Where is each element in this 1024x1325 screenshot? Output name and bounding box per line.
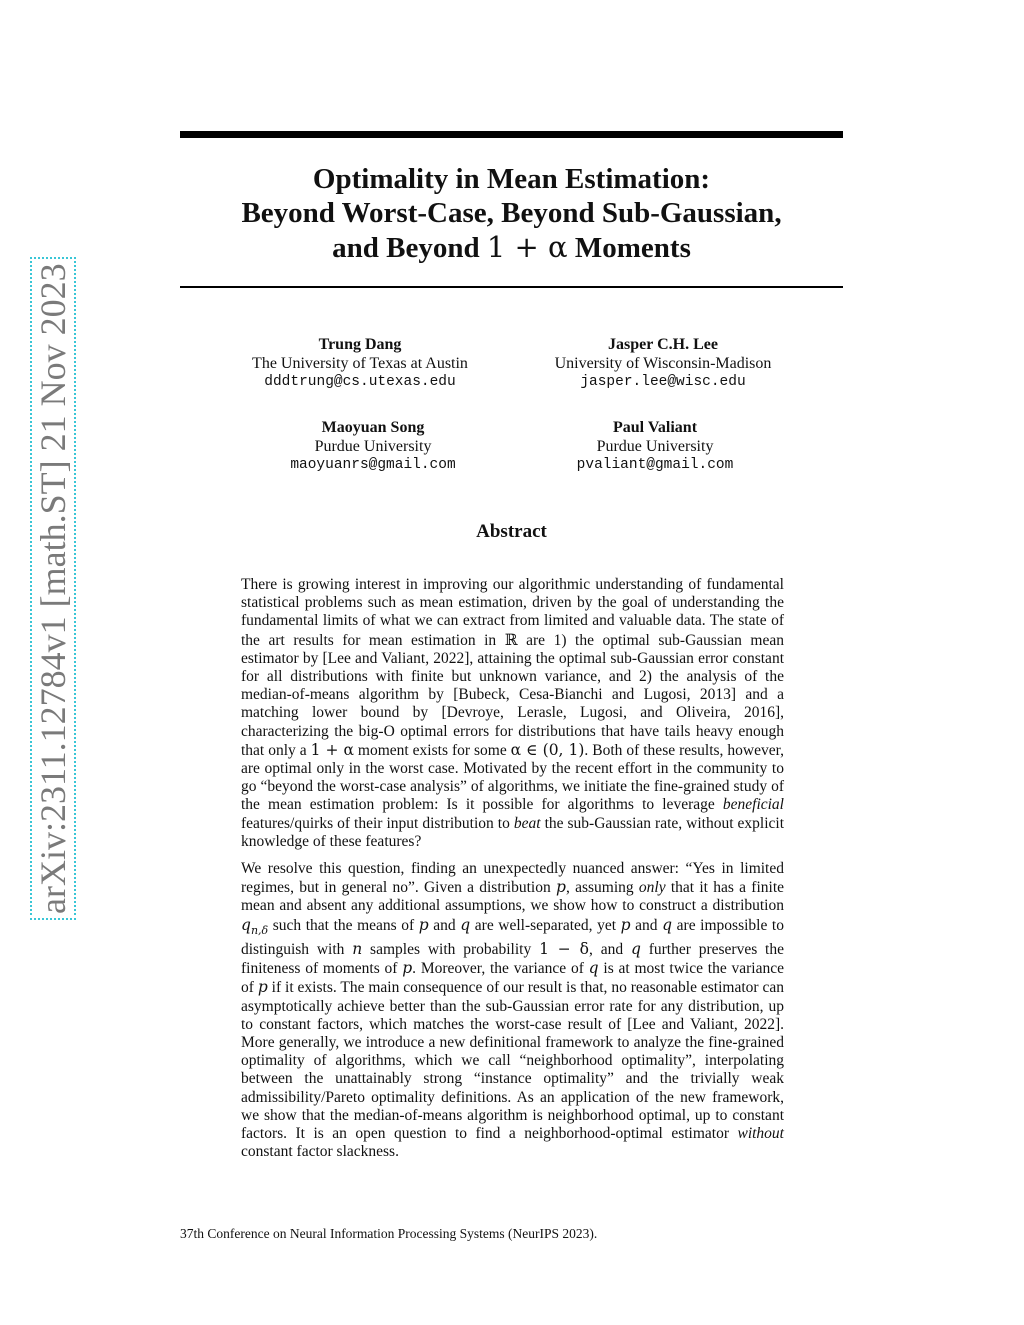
math-variable: p [620, 915, 631, 934]
abstract-paragraph-2 [241, 860, 784, 1161]
math-expression: α ∈ (0, 1) [510, 740, 585, 759]
math-variable: q [662, 915, 673, 934]
title-line-1: Optimality in Mean Estimation: [312, 163, 711, 195]
author-email: jasper.lee@wisc.edu [580, 374, 746, 390]
title-line-2: Beyond Worst-Case, Beyond Sub-Gaussian, [241, 197, 782, 229]
text-run: are 1) the optimal sub-Gaussian mean estimator by [Lee and Valiant, 2022], attaining the optimal sub-Gaussian error constant for all distributions with finite but unknown variance, and 2) the analysis of the median-of-means algorithm by [Bubeck, Cesa-Bianchi and Lugosi, 2013] and a matching lower bound by [Devroye, Lerasle, Lugosi, and Oliveira, 2016], characterizing the big-O optimal errors for distributions that have tails heavy enough that only a [241, 631, 784, 759]
text-run: if it exists. The main consequence of our result is that, no reasonable estimator can asymptotically achieve better than the sub-Gaussian error rate for any distribution, up to constant factors, which matches the worst-case result of [Lee and Valiant, 2022]. More generally, we introduce a new definitional framework to analyze the fine-grained optimality of algorithms, which we call “neighborhood optimality”, interpolating between the unattainably strong “instance optimality” and the trivially weak admissibility/Pareto optimality definitions. As an application of the new framework, we show that the median-of-means algorithm is neighborhood optimal, up to constant factors. It is an open question to find a neighborhood-optimal estimator [241, 979, 784, 1142]
arxiv-stamp: arXiv:2311.12784v1 [math.ST] 21 Nov 2023 [30, 257, 76, 920]
author-email: pvaliant@gmail.com [576, 457, 734, 473]
author-block [223, 418, 523, 475]
author-email: dddtrung@cs.utexas.edu [264, 374, 456, 390]
emphasis: without [737, 1124, 784, 1142]
author-name: Jasper C.H. Lee [608, 336, 718, 353]
math-variable: q [241, 915, 251, 934]
paper-title [180, 162, 843, 265]
text-run: moment exists for some [353, 741, 511, 759]
math-variable: q [630, 939, 641, 958]
math-reals: ℝ [504, 630, 518, 649]
text-run: further preserves the finiteness of moments of [241, 940, 784, 978]
title-line-3 [180, 230, 843, 265]
text-run: that it has a finite mean and absent any additional assumptions, we show how to construct a distribution [241, 879, 785, 915]
emphasis: beneficial [722, 796, 784, 814]
title-line-3-pre: and Beyond [332, 232, 487, 264]
math-expression: 1 + α [310, 740, 354, 759]
author-name: Maoyuan Song [321, 419, 425, 436]
text-run: such that the means of [268, 916, 419, 934]
conference-footer: 37th Conference on Neural Information Processing Systems (NeurIPS 2023). [180, 1226, 598, 1241]
text-run: samples with probability [362, 940, 540, 958]
emphasis: beat [513, 814, 541, 832]
abstract-heading: Abstract [476, 521, 547, 542]
author-block [513, 335, 813, 392]
emphasis: only [638, 879, 666, 897]
text-run: There is growing interest in improving our algorithmic understanding of fundamental statistical problems such as mean estimation, driven by the goal of understanding the fundamental limits of what we can extract from limited and valuable data. The state of the art results for mean estimation in [241, 576, 784, 649]
math-variable: q [460, 915, 471, 934]
author-block [210, 335, 510, 392]
author-affiliation: The University of Texas at Austin [252, 355, 468, 372]
text-run: are well-separated, yet [470, 916, 621, 934]
text-run: the sub-Gaussian rate, without explicit knowledge of these features? [241, 814, 785, 850]
title-math: 1 + α [486, 230, 568, 264]
math-variable: p [257, 978, 268, 997]
math-expression: 1 − δ [539, 939, 590, 958]
author-block [505, 418, 805, 475]
text-run: . Moreover, the variance of [412, 960, 589, 978]
math-variable: p [402, 959, 413, 978]
author-name: Paul Valiant [612, 419, 698, 436]
text-run: and [630, 916, 663, 934]
text-run: We resolve this question, finding an unexpectedly nuanced answer: “Yes in limited regimes, but in general no”. Given a distribution [241, 860, 784, 897]
text-run: and [428, 916, 461, 934]
abstract-paragraph-1 [241, 576, 784, 851]
text-run: constant factor slackness. [241, 1143, 399, 1161]
text-run: are impossible to distinguish with [241, 916, 784, 958]
author-affiliation: Purdue University [314, 438, 432, 455]
math-variable: p [418, 915, 429, 934]
author-affiliation: Purdue University [596, 438, 714, 455]
title-line-3-post: Moments [567, 232, 691, 264]
bottom-rule [180, 286, 843, 288]
author-affiliation: University of Wisconsin-Madison [554, 355, 772, 372]
top-rule [180, 131, 843, 138]
abstract-body [241, 576, 784, 1170]
math-variable: q [588, 959, 599, 978]
math-subscript: n,δ [250, 923, 269, 937]
text-run: . Both of these results, however, are optimal only in the worst case. Motivated by the recent effort in the community to go “beyond the worst-case analysis” of algorithms, we initiate the fine-grained study of the mean estimation problem: Is it possible for algorithms to leverage [241, 741, 784, 814]
text-run: , assuming [565, 879, 639, 897]
text-run: features/quirks of their input distribution to [241, 814, 514, 832]
text-run: is at most twice the variance of [241, 960, 784, 997]
author-email: maoyuanrs@gmail.com [290, 457, 456, 473]
text-run: , and [589, 940, 631, 958]
math-variable: n [352, 939, 363, 958]
author-name: Trung Dang [318, 336, 402, 353]
math-variable: p [556, 878, 566, 897]
